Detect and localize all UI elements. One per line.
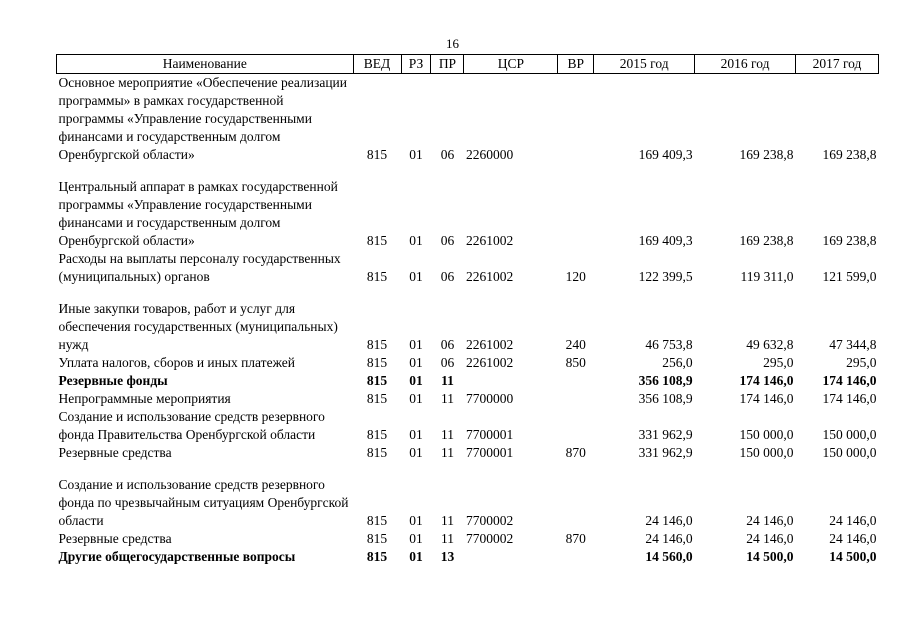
cell-2016: 14 500,0 [746,549,794,564]
cell-2017: 169 238,8 [822,233,877,248]
cell-rz: 01 [409,233,423,248]
header-2017: 2017 год [796,55,879,74]
cell-rz: 01 [409,355,423,370]
cell-vr [558,164,594,250]
cell-2016: 24 146,0 [746,513,794,528]
header-vr: ВР [558,55,594,74]
cell-2015: 356 108,9 [638,373,693,388]
cell-name: Основное мероприятие «Обеспечение реализации программы» в рамках государственной программы «Управление государственными финансами и государственным долгом Оренбургской области» [58,75,347,162]
table-row [57,408,879,444]
cell-name: Резервные фонды [58,373,168,388]
cell-2017: 121 599,0 [822,269,877,284]
cell-pr: 11 [440,427,454,442]
cell-2016: 150 000,0 [739,427,794,442]
header-ved: ВЕД [353,55,401,74]
cell-vr: 240 [565,337,586,352]
cell-rz: 01 [409,445,423,460]
cell-name: Создание и использование средств резервного фонда по чрезвычайным ситуациям Оренбургской области [58,477,349,528]
cell-2017: 24 146,0 [829,513,877,528]
cell-csr: 7700001 [465,445,514,460]
cell-pr: 06 [440,233,455,248]
cell-vr [558,372,594,390]
cell-2016: 24 146,0 [746,531,794,546]
cell-rz: 01 [409,531,423,546]
cell-pr: 06 [440,269,455,284]
cell-2016: 169 238,8 [739,233,794,248]
cell-2016: 174 146,0 [739,373,794,388]
cell-csr: 7700002 [465,513,514,528]
cell-ved: 815 [366,373,388,388]
cell-csr: 7700000 [465,391,514,406]
cell-2017: 295,0 [846,355,877,370]
cell-2017: 24 146,0 [829,531,877,546]
cell-ved: 815 [366,233,388,248]
cell-2016: 174 146,0 [739,391,794,406]
header-pr: ПР [431,55,464,74]
table-row [57,164,879,250]
cell-2016: 295,0 [763,355,794,370]
cell-pr: 11 [441,373,454,388]
cell-vr [558,74,594,165]
cell-vr: 850 [565,355,586,370]
cell-pr: 11 [440,445,454,460]
header-csr: ЦСР [464,55,558,74]
cell-2015: 356 108,9 [638,391,693,406]
cell-rz: 01 [409,513,423,528]
cell-ved: 815 [366,513,388,528]
cell-ved: 815 [366,427,388,442]
table-header [57,55,879,74]
cell-ved: 815 [366,147,388,162]
table-row [57,74,879,165]
cell-2015: 24 146,0 [645,513,693,528]
cell-name: Резервные средства [58,445,172,460]
cell-2015: 169 409,3 [638,233,693,248]
cell-rz: 01 [409,269,423,284]
cell-name: Создание и использование средств резервного фонда Правительства Оренбургской области [58,409,325,442]
cell-rz: 01 [409,337,423,352]
cell-pr: 06 [440,355,455,370]
cell-pr: 06 [440,147,455,162]
cell-2015: 256,0 [662,355,693,370]
cell-csr: 7700001 [465,427,514,442]
cell-pr: 13 [440,549,455,564]
table-row [57,462,879,530]
cell-2016: 49 632,8 [746,337,794,352]
table-row [57,390,879,408]
page-number: 16 [446,36,459,51]
cell-2017: 150 000,0 [822,445,877,460]
cell-ved: 815 [366,355,388,370]
table-row [57,286,879,354]
cell-2017: 169 238,8 [822,147,877,162]
cell-name: Расходы на выплаты персоналу государственных (муниципальных) органов [58,251,341,284]
cell-csr: 2260000 [465,147,514,162]
cell-csr: 2261002 [465,233,514,248]
cell-2017: 47 344,8 [829,337,877,352]
cell-vr [558,408,594,444]
cell-name: Другие общегосударственные вопросы [58,549,296,564]
table-row [57,250,879,286]
cell-vr: 120 [565,269,586,284]
cell-ved: 815 [366,269,388,284]
cell-csr: 7700002 [465,531,514,546]
cell-2016: 150 000,0 [739,445,794,460]
table-row [57,530,879,548]
cell-ved: 815 [366,391,388,406]
cell-2017: 174 146,0 [822,391,877,406]
cell-csr [464,548,558,566]
cell-vr: 870 [565,445,586,460]
header-name: Наименование [57,55,354,74]
cell-vr: 870 [565,531,586,546]
cell-2016: 119 311,0 [740,269,794,284]
cell-2015: 122 399,5 [638,269,693,284]
cell-pr: 11 [440,513,454,528]
cell-2015: 169 409,3 [638,147,693,162]
cell-2016: 169 238,8 [739,147,794,162]
cell-csr [464,372,558,390]
header-2016: 2016 год [695,55,796,74]
cell-vr [558,390,594,408]
cell-ved: 815 [366,445,388,460]
cell-csr: 2261002 [465,337,514,352]
cell-2017: 174 146,0 [822,373,877,388]
header-rz: РЗ [401,55,431,74]
cell-rz: 01 [409,391,423,406]
cell-name: Резервные средства [58,531,172,546]
table-row [57,354,879,372]
header-2015: 2015 год [594,55,695,74]
table-row [57,372,879,390]
cell-ved: 815 [366,549,388,564]
cell-2015: 24 146,0 [645,531,693,546]
cell-pr: 06 [440,337,455,352]
cell-ved: 815 [366,531,388,546]
cell-csr: 2261002 [465,269,514,284]
cell-rz: 01 [409,147,423,162]
cell-rz: 01 [409,427,423,442]
cell-2015: 331 962,9 [638,445,693,460]
cell-rz: 01 [409,549,423,564]
cell-name: Центральный аппарат в рамках государственной программы «Управление государственными финансами и государственным долгом Оренбургской области» [58,179,338,248]
cell-csr: 2261002 [465,355,514,370]
cell-ved: 815 [366,337,388,352]
cell-pr: 11 [440,531,454,546]
cell-vr [558,548,594,566]
cell-name: Уплата налогов, сборов и иных платежей [58,355,295,370]
cell-vr [558,462,594,530]
cell-name: Иные закупки товаров, работ и услуг для обеспечения государственных (муниципальных) нужд [58,301,338,352]
cell-2017: 150 000,0 [822,427,877,442]
cell-2017: 14 500,0 [829,549,877,564]
table-row [57,548,879,566]
cell-2015: 331 962,9 [638,427,693,442]
budget-table [56,54,879,566]
cell-2015: 46 753,8 [645,337,693,352]
table-row [57,444,879,462]
cell-rz: 01 [409,373,423,388]
cell-name: Непрограммные мероприятия [58,391,231,406]
cell-2015: 14 560,0 [645,549,693,564]
cell-pr: 11 [440,391,454,406]
